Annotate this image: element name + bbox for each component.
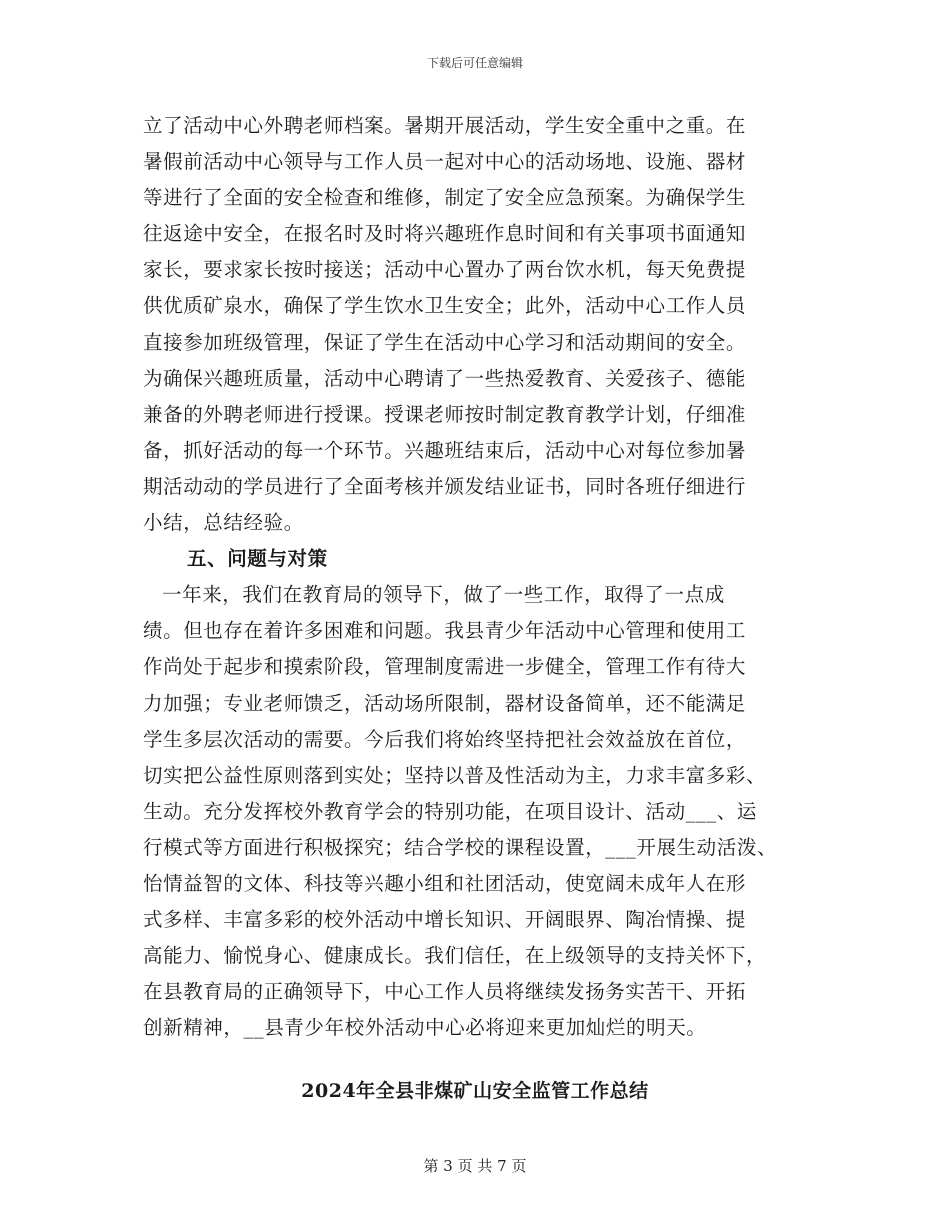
paragraph-line: 一年来，我们在教育局的领导下，做了一些工作，取得了一点成 <box>162 583 725 607</box>
paragraph-line: 暑假前活动中心领导与工作人员一起对中心的活动场地、设施、器材 <box>143 150 747 174</box>
paragraph-line: 创新精神，__县青少年校外活动中心必将迎来更加灿烂的明天。 <box>143 1016 707 1040</box>
paragraph-line: 绩。但也存在着许多困难和问题。我县青少年活动中心管理和使用工 <box>143 619 747 643</box>
paragraph-line: 备，抓好活动的每一个环节。兴趣班结束后，活动中心对每位参加暑 <box>143 438 747 462</box>
page-number: 第 3 页 共 7 页 <box>423 1157 527 1175</box>
paragraph-line: 学生多层次活动的需要。今后我们将始终坚持把社会效益放在首位， <box>143 727 747 751</box>
header-note: 下载后可任意编辑 <box>426 56 523 70</box>
paragraph-line: 立了活动中心外聘老师档案。暑期开展活动，学生安全重中之重。在 <box>143 114 747 137</box>
paragraph-line: 切实把公益性原则落到实处；坚持以普及性活动为主，力求丰富多彩、 <box>143 763 767 787</box>
document-body <box>143 108 823 1046</box>
paragraph-line: 生动。充分发挥校外教育学会的特别功能，在项目设计、活动___、运 <box>143 799 757 823</box>
paragraph-line: 等进行了全面的安全检查和维修，制定了安全应急预案。为确保学生 <box>143 186 747 210</box>
paragraph-line: 直接参加班级管理，保证了学生在活动中心学习和活动期间的安全。 <box>143 330 747 354</box>
paragraph-line: 往返途中安全，在报名时及时将兴趣班作息时间和有关事项书面通知 <box>143 222 747 246</box>
section-heading: 五、问题与对策 <box>187 547 328 571</box>
paragraph-line: 式多样、丰富多彩的校外活动中增长知识、开阔眼界、陶冶情操、提 <box>143 908 747 932</box>
paragraph-line: 怡情益智的文体、科技等兴趣小组和社团活动，使宽阔未成年人在形 <box>143 871 747 895</box>
paragraph-line: 行模式等方面进行积极探究；结合学校的课程设置，___开展生动活泼、 <box>143 835 778 859</box>
paragraph-line: 小结，总结经验。 <box>143 511 304 535</box>
paragraph-line: 力加强；专业老师馈乏，活动场所限制，器材设备简单，还不能满足 <box>143 691 747 715</box>
paragraph-line: 期活动动的学员进行了全面考核并颁发结业证书，同时各班仔细进行 <box>143 474 747 498</box>
paragraph-line: 家长，要求家长按时接送；活动中心置办了两台饮水机，每天免费提 <box>143 258 747 282</box>
paragraph-line: 作尚处于起步和摸索阶段，管理制度需进一步健全，管理工作有待大 <box>143 655 747 679</box>
paragraph-line: 在县教育局的正确领导下，中心工作人员将继续发扬务实苦干、开拓 <box>143 980 747 1004</box>
paragraph-line: 供优质矿泉水，确保了学生饮水卫生安全；此外，活动中心工作人员 <box>143 294 747 318</box>
paragraph-line: 高能力、愉悦身心、健康成长。我们信任，在上级领导的支持关怀下， <box>143 944 767 968</box>
paragraph-line: 兼备的外聘老师进行授课。授课老师按时制定教育教学计划，仔细准 <box>143 402 747 426</box>
paragraph-line: 为确保兴趣班质量，活动中心聘请了一些热爱教育、关爱孩子、德能 <box>143 366 747 390</box>
next-document-title: 2024年全县非煤矿山安全监管工作总结 <box>301 1080 649 1102</box>
